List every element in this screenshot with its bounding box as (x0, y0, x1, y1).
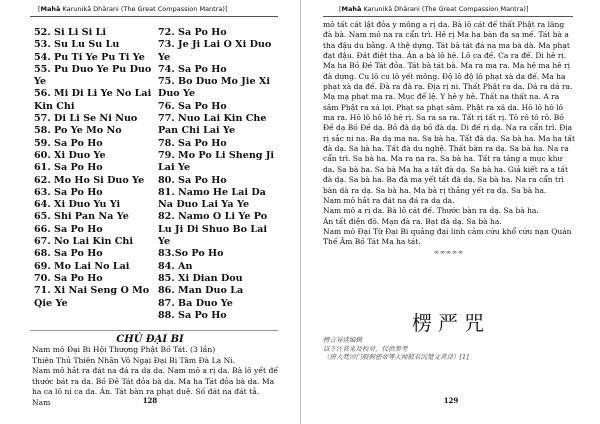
mantra-line: 57. Di Li Se Ni Nuo (34, 113, 138, 125)
mantra-line: 67. No Lai Kin Chi (34, 236, 134, 248)
mantra-line: 54. Pu Ti Ye Pu Ti Ye (34, 51, 145, 63)
prose-paragraph: mô tất cát lật đỏa y mông a rị da. Bà lô cát đế thất Phật ra lăng đà bà. Nam mô na ra cẩn trì. Hê rị Ma ha bàn đa sa mế. Tát bà a tha đậu du bằng. A thệ dựng. Tát bà tát đá na ma bà dà. Ma phạt đạt đậu. Đát điệt tha. Án a bà lô hê. Lô ca đế. Ca ra đế. Di hê rị. Ma ha Bồ Đề Tát đỏa. Tát bà tát bà. Ma ra ma ra. Ma hê ma hê rị đà dựng. Cu lô cu lô yết mông. Độ lô độ lô phạt xà da đế. Ma ha phạt xà da đế. Đà ra đà ra. Địa rị ni. Thất Phật ra da. Dá ra dá ra. Mạ mạ phạt ma ra. Mục đế lệ. Y hê y hê. Thất na thất na. A ra sâm Phật ra xá lợi. Phạt sa phạt sâm. Phật ra xá da. Hô lô hô lô ma ra. Hô lô hô lô hê rị. Sa ra sa ra. Tất rị tất rị. Tô rô tô rô. Bồ Đề dạ Bồ Đề dạ. Bồ đà dạ bồ đà dạ. Di đế rị dạ. Na ra cẩn trì. Địa rị sắc ni na. Ba dạ ma na. Sa bà ha. Tất đà dạ. Sa bà ha. Ma ha tất đà dạ. Sa bà ha. Tất đà du nghệ. Thất bàn ra dạ. Sa bà ha. Na ra cẩn trì. Sa bà ha. Ma ra na ra. Sa bà ha. Tất ra tăng a mục khư da. Sa bà ha. Sa bà Ma ha a tất đà dạ. Sa bà ha. Giả kiết ra a tất đà dạ. Sa bà ha. Ba đà ma yết tất đà dạ. Sa bà ha. Na ra cẩn trì bàn dà ra dạ. Sa bà ha. Ma bà rị thắng yết ra dạ. Sa bà ha. (323, 20, 575, 195)
mantra-line: 70. Sa Po Ho (34, 272, 103, 284)
mantra-line: 85. Xi Dian Dou (158, 272, 243, 284)
mantra-line: 80. Sa Po Ho (158, 174, 227, 186)
prose-paragraph: Nam mô a rị da. Bà lô cát đế. Thước bàn ra dạ. Sa bà ha. (323, 206, 539, 216)
mantra-column-1 (34, 27, 152, 310)
mantra-line: 82. Namo O Li Ye Po Lu Ji Di Shuo Bo Lai Ye (158, 211, 268, 248)
mantra-line: 53. Su Lu Su Lu (34, 39, 120, 51)
prose-paragraph: Nam mô hắt ra đát na đá ra dạ da. Nam mô a rị da. Bà lô yết đế thước bát ra da. Bồ Đề Tát đỏa bà da. Ma ha Tát đỏa bà da. Ma ha ca lô ni ca da. Án. Tát bàn ra phạt duệ. Số đát na đát tả. Nam (32, 366, 279, 407)
right-prose (323, 20, 575, 258)
mantra-line: 73. Je Ji Lai O Xi Duo Ye (158, 39, 272, 63)
page-number-left: 128 (142, 396, 158, 405)
chinese-note-line: 楞言导读编辑 (323, 336, 362, 344)
mantra-line: 60. Xi Duo Ye (34, 149, 106, 161)
mantra-line: 63. Sa Po Ho (34, 186, 103, 198)
section-divider (30, 330, 278, 331)
mantra-line: 69. Mo Lai No Lai (34, 260, 130, 272)
section-heading: CHÚ ĐẠI BI (116, 334, 184, 345)
prose-paragraph: Nam mô Đại Từ Đại Bi quảng đại linh cảm cứu khổ cứu nạn Quán Thế Âm Bồ Tát Ma ha tát. (323, 226, 572, 247)
mantra-line: 75. Bo Duo Mo Jie Xi Duo Ye (158, 76, 270, 100)
mantra-line: 83.So Po Ho (158, 248, 224, 260)
end-ornament: ∞∞∞∞∞ (434, 248, 464, 256)
mantra-line: 55. Pu Duo Ye Pu Duo Ye (34, 63, 152, 88)
mantra-line: 62. Mo Ho Si Duo Ye (34, 174, 145, 186)
mantra-line: 72. Sa Po Ho (158, 27, 227, 38)
chinese-notes (323, 336, 469, 362)
mantra-column-2 (158, 27, 276, 322)
mantra-line: 77. Nuo Lai Kin Che Pan Chi Lai Ye (158, 113, 267, 137)
mantra-line: 74. Sa Po Ho (158, 63, 227, 75)
right-header-rule (323, 16, 573, 17)
mantra-line: 65. Shi Pan Na Ye (34, 211, 129, 223)
mantra-line: 59. Sa Po Ho (34, 137, 103, 149)
mantra-line: 87. Ba Duo Ye (158, 297, 233, 309)
mantra-line: 52. Si Li Si Li (34, 27, 106, 38)
mantra-line: 61. Sa Po Ho (34, 162, 103, 174)
mantra-line: 58. Po Ye Mo No (34, 125, 122, 137)
left-header-rule (30, 16, 278, 17)
chinese-note-line: （唐大梵沙门般刺密帝等大师般若沉楚文音译）[1] (323, 353, 469, 362)
mantra-line: 81. Namo He Lai Da Na Duo Lai Ya Ye (158, 186, 266, 211)
mantra-line: 76. Sa Po Ho (158, 100, 227, 112)
prose-paragraph: Nam mô Đại Bi Hội Thượng Phật Bồ Tát. (3 lần) (32, 345, 216, 354)
prose-paragraph: Án tất điện đô. Mạn đà ra. Bạt đà dạ. Sa bà ha. (323, 216, 502, 226)
mantra-line: 86. Man Duo La (158, 285, 244, 297)
left-running-header: [Mahā Karunikā Dhārani (The Great Compassion Mantra)] (38, 5, 228, 13)
mantra-line: 68. Sa Po Ho (34, 248, 103, 260)
right-page (300, 0, 600, 424)
prose-paragraph: Thiên Thủ Thiên Nhãn Vô Ngại Đại Bi Tâm Đà La Ni. (32, 355, 236, 365)
chinese-note-line: 以下注音来及校对，仅供参考 (323, 344, 408, 353)
mantra-line: 88. Sa Po Ho (158, 309, 227, 321)
page-number-right: 129 (443, 396, 459, 405)
mantra-line: 66. Sa Po Ho (34, 223, 103, 235)
mantra-line: 78. Sa Po Ho (158, 137, 227, 149)
mantra-line: 56. Mi Di Li Ye No Lai Kin Chi (34, 88, 152, 112)
mantra-line: 64. Xi Duo Yu Yi (34, 199, 121, 211)
prose-paragraph: Nam mô hắt ra đát na đá ra dạ da. (323, 195, 455, 205)
mantra-line: 71. Xi Nai Seng O Mo Qie Ye (34, 285, 150, 309)
mantra-line: 79. Mo Po Li Sheng Ji Lai Ye (158, 149, 275, 174)
shurangama-title: 楞严咒 (412, 311, 490, 335)
right-running-header: [Mahā Karunikā Dhārani (The Great Compassion Mantra)] (339, 5, 529, 13)
mantra-line: 84. An (158, 260, 193, 272)
